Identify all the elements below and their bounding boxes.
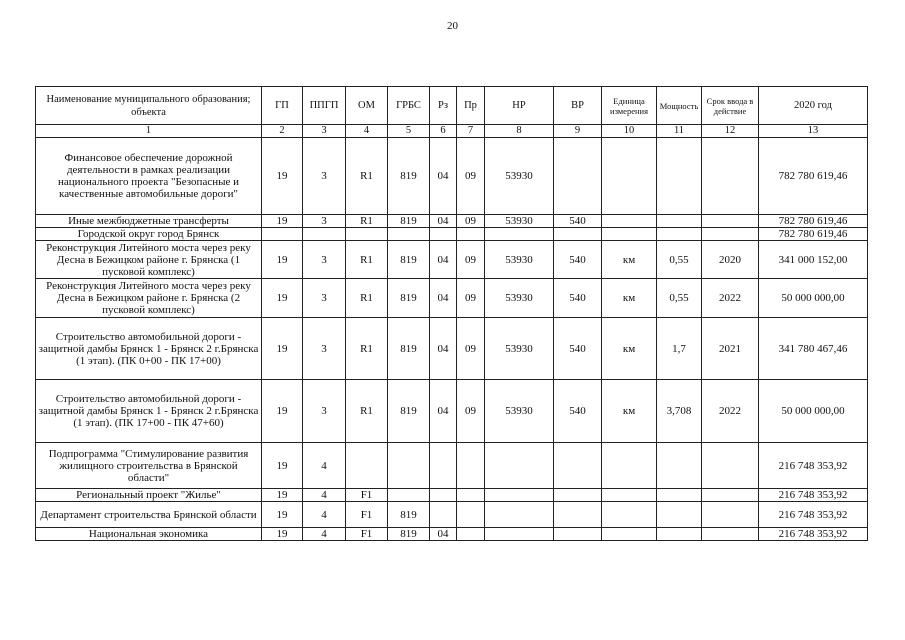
grbs-code xyxy=(388,443,430,489)
rz-code: 04 xyxy=(430,528,457,541)
ppgp-code: 3 xyxy=(303,215,346,228)
header-power: Мощность xyxy=(657,87,702,125)
column-number: 6 xyxy=(430,125,457,138)
power-value xyxy=(657,443,702,489)
object-name: Финансовое обеспечение дорожной деятельности в рамках реализации национального проекта "Безопасные и качественные автомобильные дороги" xyxy=(36,138,262,215)
nr-code: 53930 xyxy=(485,138,554,215)
grbs-code: 819 xyxy=(388,138,430,215)
amount-2020: 341 000 152,00 xyxy=(759,241,868,279)
page-number: 20 xyxy=(447,20,458,32)
vr-code: 540 xyxy=(554,318,602,380)
table-row xyxy=(36,241,868,279)
commission-year: 2020 xyxy=(702,241,759,279)
ppgp-code: 3 xyxy=(303,241,346,279)
amount-2020: 782 780 619,46 xyxy=(759,138,868,215)
vr-code xyxy=(554,489,602,502)
gp-code: 19 xyxy=(262,215,303,228)
budget-table xyxy=(35,86,868,541)
column-number: 4 xyxy=(346,125,388,138)
header-unit: Единица измерения xyxy=(602,87,657,125)
rz-code xyxy=(430,502,457,528)
ppgp-code: 3 xyxy=(303,318,346,380)
nr-code: 53930 xyxy=(485,380,554,443)
ppgp-code: 4 xyxy=(303,502,346,528)
ppgp-code xyxy=(303,228,346,241)
commission-year xyxy=(702,138,759,215)
header-ppgp: ППГП xyxy=(303,87,346,125)
table-row xyxy=(36,380,868,443)
header-vr: ВР xyxy=(554,87,602,125)
object-name: Региональный проект "Жилье" xyxy=(36,489,262,502)
amount-2020: 50 000 000,00 xyxy=(759,380,868,443)
gp-code xyxy=(262,228,303,241)
amount-2020: 782 780 619,46 xyxy=(759,228,868,241)
vr-code xyxy=(554,502,602,528)
column-number: 11 xyxy=(657,125,702,138)
pr-code xyxy=(457,502,485,528)
vr-code: 540 xyxy=(554,279,602,318)
unit-of-measure: км xyxy=(602,241,657,279)
table-header-row xyxy=(36,87,868,125)
nr-code xyxy=(485,489,554,502)
grbs-code xyxy=(388,489,430,502)
om-code: F1 xyxy=(346,489,388,502)
pr-code: 09 xyxy=(457,215,485,228)
header-nr: НР xyxy=(485,87,554,125)
column-number: 7 xyxy=(457,125,485,138)
commission-year xyxy=(702,215,759,228)
pr-code: 09 xyxy=(457,318,485,380)
vr-code xyxy=(554,443,602,489)
om-code: R1 xyxy=(346,241,388,279)
power-value: 1,7 xyxy=(657,318,702,380)
rz-code xyxy=(430,443,457,489)
table-row xyxy=(36,138,868,215)
gp-code: 19 xyxy=(262,138,303,215)
grbs-code: 819 xyxy=(388,279,430,318)
unit-of-measure xyxy=(602,443,657,489)
vr-code xyxy=(554,528,602,541)
rz-code xyxy=(430,489,457,502)
table-row xyxy=(36,318,868,380)
commission-year xyxy=(702,443,759,489)
gp-code: 19 xyxy=(262,489,303,502)
unit-of-measure xyxy=(602,489,657,502)
commission-year: 2021 xyxy=(702,318,759,380)
power-value: 0,55 xyxy=(657,241,702,279)
gp-code: 19 xyxy=(262,502,303,528)
grbs-code: 819 xyxy=(388,502,430,528)
table-row xyxy=(36,279,868,318)
object-name: Строительство автомобильной дороги - защитной дамбы Брянск 1 - Брянск 2 г.Брянска (1 этап). (ПК 17+00 - ПК 47+60) xyxy=(36,380,262,443)
column-number: 9 xyxy=(554,125,602,138)
pr-code xyxy=(457,528,485,541)
pr-code: 09 xyxy=(457,138,485,215)
pr-code xyxy=(457,489,485,502)
column-number: 3 xyxy=(303,125,346,138)
object-name: Департамент строительства Брянской области xyxy=(36,502,262,528)
commission-year xyxy=(702,489,759,502)
rz-code: 04 xyxy=(430,380,457,443)
column-number: 5 xyxy=(388,125,430,138)
om-code: F1 xyxy=(346,528,388,541)
rz-code: 04 xyxy=(430,318,457,380)
object-name: Городской округ город Брянск xyxy=(36,228,262,241)
power-value xyxy=(657,502,702,528)
vr-code xyxy=(554,228,602,241)
object-name: Реконструкция Литейного моста через реку Десна в Бежицком районе г. Брянска (1 пусковой комплекс) xyxy=(36,241,262,279)
unit-of-measure: км xyxy=(602,318,657,380)
pr-code xyxy=(457,228,485,241)
nr-code xyxy=(485,502,554,528)
ppgp-code: 3 xyxy=(303,279,346,318)
unit-of-measure xyxy=(602,502,657,528)
amount-2020: 216 748 353,92 xyxy=(759,443,868,489)
header-pr: Пр xyxy=(457,87,485,125)
vr-code: 540 xyxy=(554,215,602,228)
object-name: Реконструкция Литейного моста через реку Десна в Бежицком районе г. Брянска (2 пусковой комплекс) xyxy=(36,279,262,318)
pr-code xyxy=(457,443,485,489)
header-name: Наименование муниципального образования; объекта xyxy=(36,87,262,125)
header-term: Срок ввода в действие xyxy=(702,87,759,125)
grbs-code: 819 xyxy=(388,318,430,380)
vr-code: 540 xyxy=(554,241,602,279)
grbs-code xyxy=(388,228,430,241)
rz-code: 04 xyxy=(430,215,457,228)
column-number: 2 xyxy=(262,125,303,138)
vr-code xyxy=(554,138,602,215)
nr-code: 53930 xyxy=(485,318,554,380)
header-om: ОМ xyxy=(346,87,388,125)
commission-year: 2022 xyxy=(702,279,759,318)
object-name: Иные межбюджетные трансферты xyxy=(36,215,262,228)
rz-code: 04 xyxy=(430,241,457,279)
commission-year xyxy=(702,528,759,541)
om-code xyxy=(346,443,388,489)
pr-code: 09 xyxy=(457,279,485,318)
pr-code: 09 xyxy=(457,241,485,279)
unit-of-measure: км xyxy=(602,380,657,443)
power-value xyxy=(657,215,702,228)
unit-of-measure xyxy=(602,528,657,541)
gp-code: 19 xyxy=(262,279,303,318)
grbs-code: 819 xyxy=(388,528,430,541)
nr-code xyxy=(485,443,554,489)
power-value: 3,708 xyxy=(657,380,702,443)
header-grbs: ГРБС xyxy=(388,87,430,125)
om-code: R1 xyxy=(346,138,388,215)
rz-code xyxy=(430,228,457,241)
table-row xyxy=(36,443,868,489)
pr-code: 09 xyxy=(457,380,485,443)
column-number: 1 xyxy=(36,125,262,138)
grbs-code: 819 xyxy=(388,215,430,228)
commission-year: 2022 xyxy=(702,380,759,443)
column-number: 8 xyxy=(485,125,554,138)
power-value: 0,55 xyxy=(657,279,702,318)
nr-code: 53930 xyxy=(485,241,554,279)
table-row xyxy=(36,228,868,241)
amount-2020: 341 780 467,46 xyxy=(759,318,868,380)
om-code: F1 xyxy=(346,502,388,528)
power-value xyxy=(657,528,702,541)
table-row xyxy=(36,489,868,502)
amount-2020: 216 748 353,92 xyxy=(759,489,868,502)
rz-code: 04 xyxy=(430,138,457,215)
column-number: 10 xyxy=(602,125,657,138)
table-row xyxy=(36,215,868,228)
object-name: Национальная экономика xyxy=(36,528,262,541)
gp-code: 19 xyxy=(262,241,303,279)
nr-code xyxy=(485,228,554,241)
unit-of-measure: км xyxy=(602,279,657,318)
unit-of-measure xyxy=(602,215,657,228)
power-value xyxy=(657,228,702,241)
commission-year xyxy=(702,502,759,528)
header-amount: 2020 год xyxy=(759,87,868,125)
gp-code: 19 xyxy=(262,443,303,489)
ppgp-code: 4 xyxy=(303,443,346,489)
table-row xyxy=(36,502,868,528)
power-value xyxy=(657,138,702,215)
unit-of-measure xyxy=(602,138,657,215)
nr-code: 53930 xyxy=(485,215,554,228)
object-name: Подпрограмма "Стимулирование развития жилищного строительства в Брянской области" xyxy=(36,443,262,489)
column-number: 12 xyxy=(702,125,759,138)
om-code xyxy=(346,228,388,241)
header-gp: ГП xyxy=(262,87,303,125)
amount-2020: 50 000 000,00 xyxy=(759,279,868,318)
column-number-row xyxy=(36,125,868,138)
rz-code: 04 xyxy=(430,279,457,318)
gp-code: 19 xyxy=(262,318,303,380)
om-code: R1 xyxy=(346,215,388,228)
nr-code: 53930 xyxy=(485,279,554,318)
table-row xyxy=(36,528,868,541)
om-code: R1 xyxy=(346,318,388,380)
power-value xyxy=(657,489,702,502)
vr-code: 540 xyxy=(554,380,602,443)
gp-code: 19 xyxy=(262,380,303,443)
om-code: R1 xyxy=(346,279,388,318)
column-number: 13 xyxy=(759,125,868,138)
om-code: R1 xyxy=(346,380,388,443)
amount-2020: 216 748 353,92 xyxy=(759,528,868,541)
commission-year xyxy=(702,228,759,241)
grbs-code: 819 xyxy=(388,380,430,443)
grbs-code: 819 xyxy=(388,241,430,279)
nr-code xyxy=(485,528,554,541)
header-rz: Рз xyxy=(430,87,457,125)
amount-2020: 782 780 619,46 xyxy=(759,215,868,228)
ppgp-code: 4 xyxy=(303,489,346,502)
ppgp-code: 4 xyxy=(303,528,346,541)
gp-code: 19 xyxy=(262,528,303,541)
ppgp-code: 3 xyxy=(303,138,346,215)
unit-of-measure xyxy=(602,228,657,241)
amount-2020: 216 748 353,92 xyxy=(759,502,868,528)
object-name: Строительство автомобильной дороги - защитной дамбы Брянск 1 - Брянск 2 г.Брянска (1 этап). (ПК 0+00 - ПК 17+00) xyxy=(36,318,262,380)
table-body xyxy=(36,138,868,541)
ppgp-code: 3 xyxy=(303,380,346,443)
